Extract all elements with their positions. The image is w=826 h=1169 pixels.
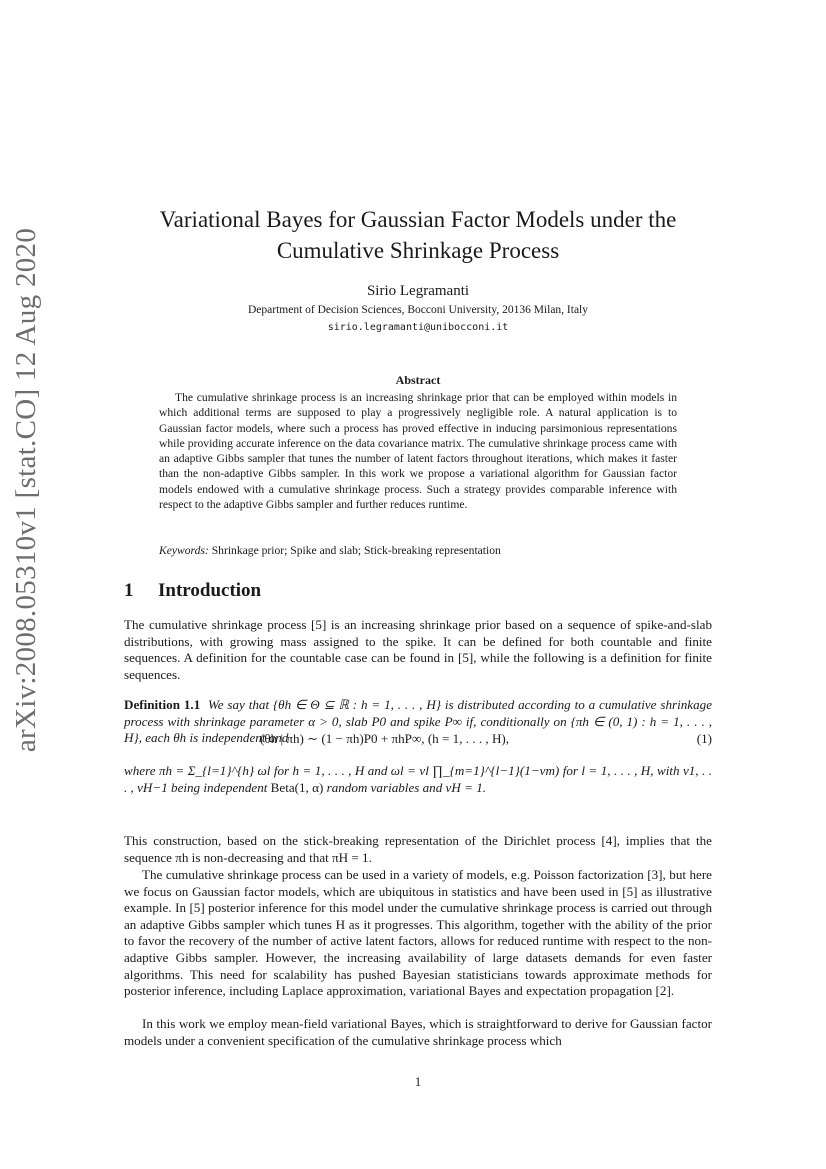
abstract-text: The cumulative shrinkage process is an increasing shrinkage prior that can be employed within models in which additional terms are supposed to play a progressively negligible role. A natural application is to Gaussian factor models, where such a process has proved effective in inducing parsimonious representations while providing accurate inference on the data covariance matrix. The cumulative shrinkage process came with an adaptive Gibbs sampler that tunes the number of latent factors throughout iterations, which makes it faster than the non-adaptive Gibbs sampler. In this work we propose a variational algorithm for Gaussian factor models endowed with a cumulative shrinkage process. Such a strategy provides comparable inference with respect to the adaptive Gibbs sampler and further reduces runtime. <box>159 391 677 512</box>
arxiv-side-stamp: arXiv:2008.05310v1 [stat.CO] 12 Aug 2020 <box>10 227 42 753</box>
equation-body: (θh | πh) ∼ (1 − πh)P0 + πhP∞, (h = 1, . . . , H), <box>260 731 510 746</box>
author-affiliation: Department of Decision Sciences, Bocconi University, 20136 Milan, Italy <box>247 304 589 316</box>
author-name: Sirio Legramanti <box>366 283 470 299</box>
intro-paragraph: The cumulative shrinkage process [5] is an increasing shrinkage prior based on a sequence of spike-and-slab distributions, with growing mass assigned to the spike. It can be defined for both countable and finite sequences. A definition for the countable case can be found in [5], while the following is a definition for finite sequences. <box>124 617 712 682</box>
cumulative-shrinkage-paragraph: The cumulative shrinkage process can be used in a variety of models, e.g. Poisson factorization [3], but here we focus on Gaussian factor models, which are ubiquitous in statistics and have been used in [5] as illustrative example. In [5] posterior inference for this model under the cumulative shrinkage process is carried out through an adaptive Gibbs sampler which tunes H as it progresses. This algorithm, together with the ability of the prior to favor the recovery of the number of active latent factors, allows for reduced runtime with respect to the non-adaptive Gibbs sampler. However, the increasing availability of large datasets demands for even faster algorithms. This need for scalability has pushed Bayesian statisticians towards approximate methods for posterior inference, including Laplace approximation, variational Bayes and expectation propagation [2]. <box>124 867 712 999</box>
keywords-label: Keywords: <box>159 544 209 557</box>
keywords-text: Shrinkage prior; Spike and slab; Stick-breaking representation <box>211 544 501 557</box>
page-number: 1 <box>414 1074 422 1089</box>
author-email[interactable]: sirio.legramanti@unibocconi.it <box>327 322 509 333</box>
definition-beta: Beta(1, α) <box>270 779 324 795</box>
definition-label: Definition 1.1 <box>124 697 201 712</box>
definition-text: We say that {θh ∈ Θ ⊆ ℝ : h = 1, . . . , H} is distributed according to a cumulative shrinkage process with shrinkage parameter α > 0, slab P0 and spike P∞ if, conditionally on {πh ∈ (0, 1) : h = 1, . . . , H}, each θh is independent and <box>124 697 713 746</box>
abstract-heading: Abstract <box>395 373 441 387</box>
definition-where: where πh = Σ_{l=1}^{h} ωl for h = 1, . . . , H and ωl = vl ∏_{m=1}^{l−1}(1−vm) for l = 1, . . . , H, with v1, . . . , vH−1 being independent <box>124 763 712 795</box>
definition-tail: random variables and vH = 1. <box>326 779 487 795</box>
construction-paragraph: This construction, based on the stick-breaking representation of the Dirichlet process [4], implies that the sequence πh is non-decreasing and that πH = 1. <box>124 833 712 865</box>
equation-number: (1) <box>696 731 712 746</box>
section-heading <box>124 580 712 602</box>
this-work-paragraph: In this work we employ mean-field variational Bayes, which is straightforward to derive for Gaussian factor models under a convenient specification of the cumulative shrinkage process which <box>124 1016 712 1048</box>
section-number: 1 <box>124 580 134 601</box>
keywords-line <box>159 544 677 557</box>
definition-continuation <box>124 763 712 796</box>
paper-title: Variational Bayes for Gaussian Factor Models under the Cumulative Shrinkage Process <box>159 207 677 263</box>
section-title: Introduction <box>158 580 262 601</box>
